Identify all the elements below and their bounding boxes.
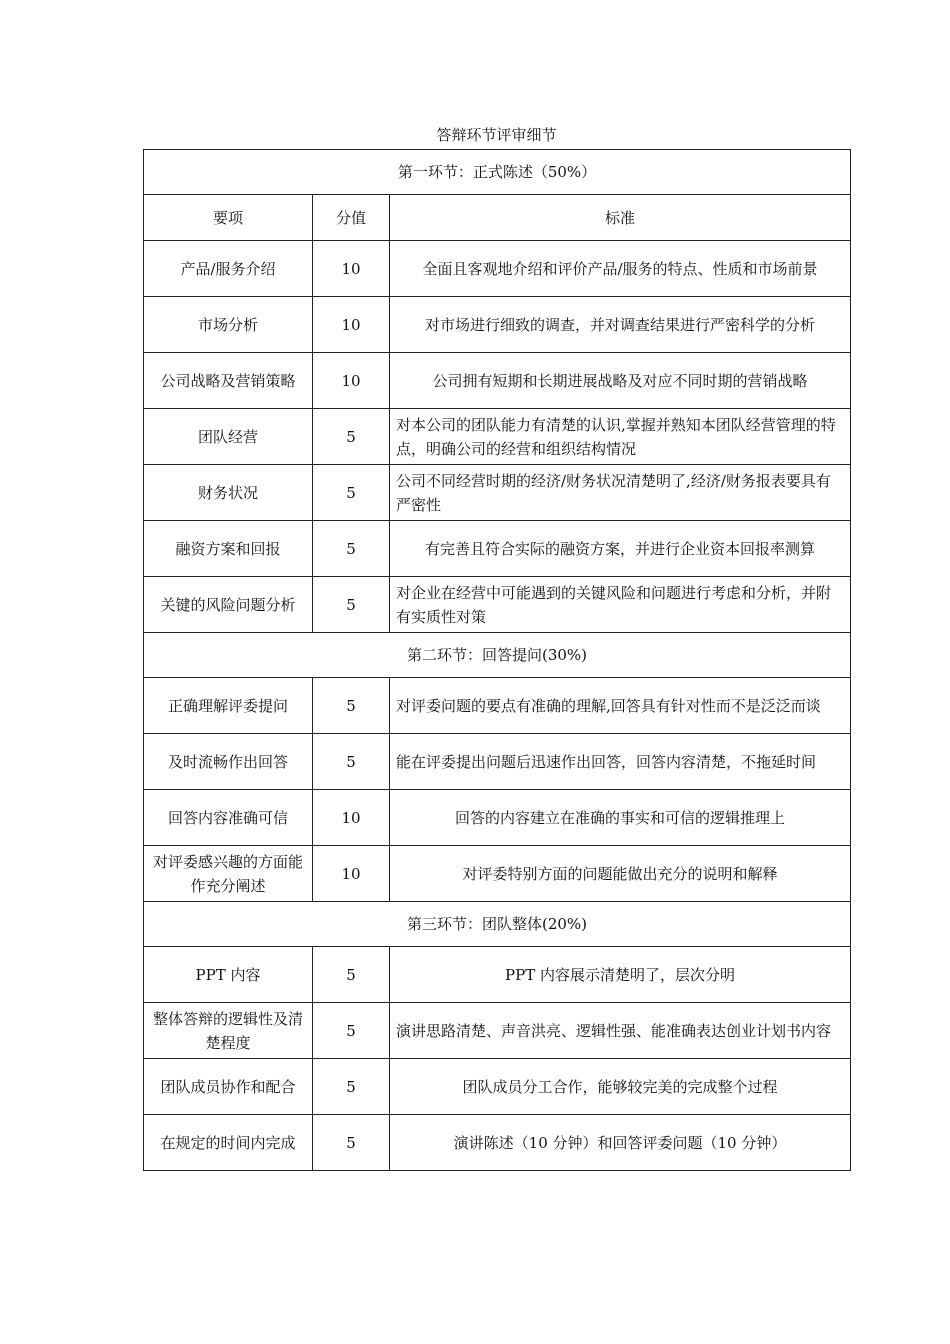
row-item: 团队经营 [144,409,313,465]
header-standard: 标准 [390,195,851,241]
row-item: 公司战略及营销策略 [144,353,313,409]
row-item: 对评委感兴趣的方面能作充分阐述 [144,846,313,902]
row-item: 产品/服务介绍 [144,241,313,297]
table-row [144,1115,851,1171]
section-row [144,633,851,678]
row-item: 财务状况 [144,465,313,521]
row-item: 市场分析 [144,297,313,353]
row-standard: 对企业在经营中可能遇到的关键风险和问题进行考虑和分析，并附有实质性对策 [390,577,851,633]
row-standard: 能在评委提出问题后迅速作出回答，回答内容清楚，不拖延时间 [390,734,851,790]
row-standard: 团队成员分工合作，能够较完美的完成整个过程 [390,1059,851,1115]
row-item: 关键的风险问题分析 [144,577,313,633]
table-row [144,409,851,465]
row-score: 5 [313,465,390,521]
row-score: 5 [313,521,390,577]
table-row [144,790,851,846]
row-score: 5 [313,1003,390,1059]
row-item: 团队成员协作和配合 [144,1059,313,1115]
rubric-table [143,149,851,1171]
row-standard: 演讲思路清楚、声音洪亮、逻辑性强、能准确表达创业计划书内容 [390,1003,851,1059]
table-row [144,947,851,1003]
row-standard: 有完善且符合实际的融资方案，并进行企业资本回报率测算 [390,521,851,577]
row-standard: 演讲陈述（10 分钟）和回答评委问题（10 分钟） [390,1115,851,1171]
row-score: 5 [313,577,390,633]
table-row [144,1059,851,1115]
row-score: 5 [313,678,390,734]
table-row [144,577,851,633]
row-standard: 对评委特别方面的问题能做出充分的说明和解释 [390,846,851,902]
row-item: 及时流畅作出回答 [144,734,313,790]
row-item: 融资方案和回报 [144,521,313,577]
row-item: 整体答辩的逻辑性及清楚程度 [144,1003,313,1059]
row-score: 5 [313,734,390,790]
header-score: 分值 [313,195,390,241]
table-header-row [144,195,851,241]
row-standard: 回答的内容建立在准确的事实和可信的逻辑推理上 [390,790,851,846]
row-standard: 公司拥有短期和长期进展战略及对应不同时期的营销战略 [390,353,851,409]
table-row [144,241,851,297]
header-item: 要项 [144,195,313,241]
row-score: 5 [313,1059,390,1115]
section-row [144,150,851,195]
row-standard: 对市场进行细致的调查，并对调查结果进行严密科学的分析 [390,297,851,353]
table-row [144,521,851,577]
row-item: 在规定的时间内完成 [144,1115,313,1171]
section-label: 第一环节：正式陈述（50%） [144,150,851,195]
row-score: 10 [313,297,390,353]
row-item: 回答内容准确可信 [144,790,313,846]
row-standard: 对评委问题的要点有准确的理解,回答具有针对性而不是泛泛而谈 [390,678,851,734]
row-score: 10 [313,353,390,409]
table-row [144,353,851,409]
row-standard: PPT 内容展示清楚明了，层次分明 [390,947,851,1003]
row-score: 5 [313,1115,390,1171]
row-item: PPT 内容 [144,947,313,1003]
section-label: 第二环节：回答提问(30%) [144,633,851,678]
row-standard: 公司不同经营时期的经济/财务状况清楚明了,经济/财务报表要具有严密性 [390,465,851,521]
row-score: 10 [313,241,390,297]
row-score: 5 [313,409,390,465]
row-item: 正确理解评委提问 [144,678,313,734]
table-row [144,465,851,521]
section-label: 第三环节：团队整体(20%) [144,902,851,947]
table-row [144,678,851,734]
document-title: 答辩环节评审细节 [436,126,557,144]
table-row [144,734,851,790]
table-row [144,297,851,353]
row-score: 5 [313,947,390,1003]
row-standard: 对本公司的团队能力有清楚的认识,掌握并熟知本团队经营管理的特点，明确公司的经营和组织结构情况 [390,409,851,465]
row-standard: 全面且客观地介绍和评价产品/服务的特点、性质和市场前景 [390,241,851,297]
table-row [144,1003,851,1059]
section-row [144,902,851,947]
row-score: 10 [313,790,390,846]
table-row [144,846,851,902]
row-score: 10 [313,846,390,902]
